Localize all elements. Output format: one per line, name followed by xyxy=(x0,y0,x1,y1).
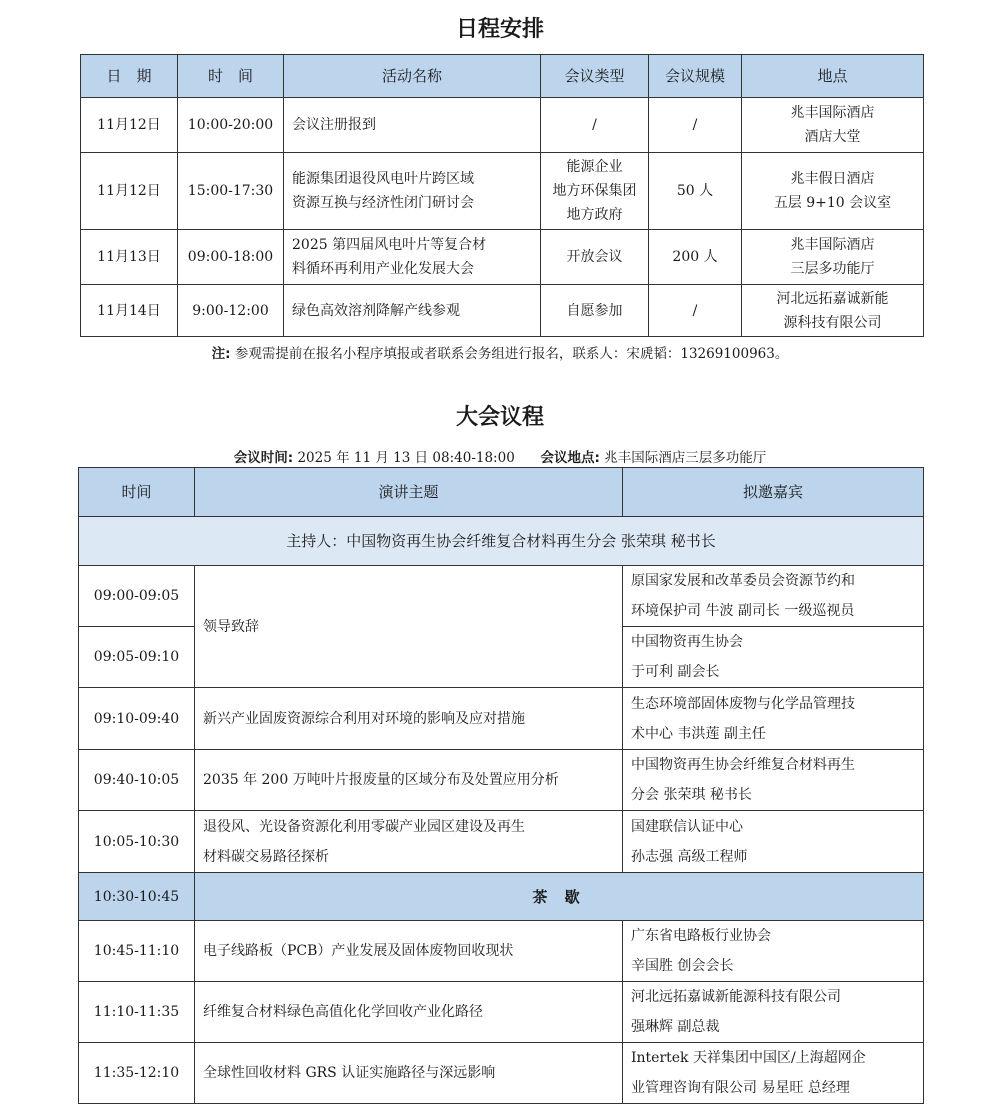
header-topic: 演讲主题 xyxy=(195,468,623,517)
type-cell: 自愿参加 xyxy=(541,285,649,337)
time-cell: 09:00-18:00 xyxy=(178,230,284,285)
venue-line: 兆丰国际酒店 xyxy=(790,105,875,121)
time-value: 2025 年 11 月 13 日 08:40-18:00 xyxy=(297,450,515,466)
table-row xyxy=(79,982,924,1043)
break-time-cell: 10:30-10:45 xyxy=(79,873,195,921)
table-row xyxy=(81,98,924,153)
tea-break-row xyxy=(79,873,924,921)
table-row xyxy=(79,1043,924,1104)
date-cell: 11月12日 xyxy=(81,98,178,153)
date-cell: 11月13日 xyxy=(81,230,178,285)
guest-line: 原国家发展和改革委员会资源节约和 xyxy=(631,573,855,589)
activity-line: 2025 第四届风电叶片等复合材 xyxy=(292,237,487,253)
break-label: 茶 歇 xyxy=(195,873,924,921)
time-cell: 09:00-09:05 xyxy=(79,566,195,627)
topic-cell xyxy=(195,811,623,873)
table-row xyxy=(79,921,924,982)
venue-line: 河北远拓嘉诚新能 xyxy=(776,290,889,307)
header-time: 时 间 xyxy=(178,55,284,98)
topic-cell: 领导致辞 xyxy=(195,566,623,688)
header-scale: 会议规模 xyxy=(649,55,742,98)
time-cell: 09:40-10:05 xyxy=(79,750,195,811)
type-line: 地方环保集团 xyxy=(552,183,637,199)
topic-cell: 电子线路板（PCB）产业发展及固体废物回收现状 xyxy=(195,921,623,982)
venue-cell xyxy=(742,230,924,285)
schedule-header-row xyxy=(81,55,924,98)
guest-line: 国建联信认证中心 xyxy=(631,818,743,835)
venue-line: 酒店大堂 xyxy=(804,129,861,145)
host-row xyxy=(79,517,924,566)
schedule-title: 日程安排 xyxy=(455,17,544,42)
activity-line: 能源集团退役风电叶片跨区域 xyxy=(292,171,474,187)
activity-cell xyxy=(284,153,541,230)
guest-cell xyxy=(623,982,924,1043)
venue-line: 兆丰假日酒店 xyxy=(790,171,875,187)
agenda-header-row xyxy=(79,468,924,517)
venue-line: 三层多功能厅 xyxy=(790,261,875,277)
activity-line: 料循环再利用产业化发展大会 xyxy=(292,261,474,277)
guest-cell xyxy=(623,688,924,750)
venue-line: 五层 9+10 会议室 xyxy=(773,195,892,211)
place-label: 会议地点: xyxy=(540,450,600,466)
venue-cell xyxy=(742,285,924,337)
header-guest: 拟邀嘉宾 xyxy=(623,468,924,517)
time-label: 会议时间: xyxy=(233,450,294,466)
guest-line: 广东省电路板行业协会 xyxy=(631,928,771,944)
time-cell: 15:00-17:30 xyxy=(178,153,284,230)
table-row xyxy=(79,811,924,873)
header-type: 会议类型 xyxy=(541,55,649,98)
scale-cell: / xyxy=(649,285,742,337)
venue-cell xyxy=(742,153,924,230)
table-row xyxy=(81,285,924,337)
guest-line: 分会 张荣琪 秘书长 xyxy=(631,787,752,803)
activity-cell: 会议注册报到 xyxy=(284,98,541,153)
time-cell: 11:10-11:35 xyxy=(79,982,195,1043)
type-cell: / xyxy=(541,98,649,153)
type-cell: 开放会议 xyxy=(541,230,649,285)
agenda-table xyxy=(78,467,924,1104)
time-cell: 10:00-20:00 xyxy=(178,98,284,153)
time-cell: 10:45-11:10 xyxy=(79,921,195,982)
venue-cell xyxy=(742,98,924,153)
schedule-table xyxy=(80,54,924,337)
venue-line: 源科技有限公司 xyxy=(783,314,882,331)
note-text: 参观需提前在报名小程序填报或者联系会务组进行报名，联系人：宋虒韬：13269100963。 xyxy=(234,346,789,362)
guest-cell xyxy=(623,627,924,688)
type-cell xyxy=(541,153,649,230)
table-row xyxy=(81,230,924,285)
guest-line: 术中心 韦洪莲 副主任 xyxy=(631,725,766,742)
topic-line: 退役风、光设备资源化利用零碳产业园区建设及再生 xyxy=(203,818,525,835)
type-line: 能源企业 xyxy=(566,159,623,175)
header-date: 日 期 xyxy=(81,55,178,98)
guest-line: 业管理咨询有限公司 易星旺 总经理 xyxy=(631,1080,850,1096)
table-row xyxy=(79,688,924,750)
guest-line: 生态环境部固体废物与化学品管理技 xyxy=(631,695,855,712)
topic-line: 材料碳交易路径探析 xyxy=(203,848,329,865)
guest-cell xyxy=(623,750,924,811)
time-cell: 09:05-09:10 xyxy=(79,627,195,688)
place-value: 兆丰国际酒店三层多功能厅 xyxy=(604,450,767,466)
host-cell: 主持人：中国物资再生协会纤维复合材料再生分会 张荣琪 秘书长 xyxy=(79,517,924,566)
header-venue: 地点 xyxy=(742,55,924,98)
guest-line: Intertek 天祥集团中国区/上海超网企 xyxy=(631,1050,866,1066)
type-line: 地方政府 xyxy=(566,207,623,223)
topic-cell: 新兴产业固废资源综合利用对环境的影响及应对措施 xyxy=(195,688,623,750)
guest-cell xyxy=(623,811,924,873)
guest-line: 孙志强 高级工程师 xyxy=(631,848,748,865)
guest-line: 于可利 副会长 xyxy=(631,664,720,680)
activity-cell: 绿色高效溶剂降解产线参观 xyxy=(284,285,541,337)
scale-cell: / xyxy=(649,98,742,153)
guest-line: 中国物资再生协会 xyxy=(631,634,743,650)
note-label: 注: xyxy=(211,346,231,362)
topic-cell: 全球性回收材料 GRS 认证实施路径与深远影响 xyxy=(195,1043,623,1104)
time-cell: 10:05-10:30 xyxy=(79,811,195,873)
guest-line: 河北远拓嘉诚新能源科技有限公司 xyxy=(631,989,841,1005)
agenda-title: 大会议程 xyxy=(455,405,544,430)
guest-line: 辛国胜 创会会长 xyxy=(631,958,734,974)
header-activity: 活动名称 xyxy=(284,55,541,98)
topic-cell: 2035 年 200 万吨叶片报废量的区域分布及处置应用分析 xyxy=(195,750,623,811)
date-cell: 11月14日 xyxy=(81,285,178,337)
venue-line: 兆丰国际酒店 xyxy=(790,237,875,253)
activity-line: 资源互换与经济性闭门研讨会 xyxy=(292,195,474,211)
guest-line: 强琳辉 副总裁 xyxy=(631,1019,720,1035)
agenda-meta xyxy=(0,446,1000,466)
guest-cell xyxy=(623,921,924,982)
activity-cell xyxy=(284,230,541,285)
date-cell: 11月12日 xyxy=(81,153,178,230)
scale-cell: 50 人 xyxy=(649,153,742,230)
registration-note xyxy=(0,342,1000,362)
topic-cell: 纤维复合材料绿色高值化化学回收产业化路径 xyxy=(195,982,623,1043)
table-row xyxy=(79,566,924,627)
guest-line: 中国物资再生协会纤维复合材料再生 xyxy=(631,757,855,773)
table-row xyxy=(79,750,924,811)
guest-line: 环境保护司 牛波 副司长 一级巡视员 xyxy=(631,603,855,619)
table-row xyxy=(81,153,924,230)
time-cell: 11:35-12:10 xyxy=(79,1043,195,1104)
guest-cell xyxy=(623,1043,924,1104)
guest-cell xyxy=(623,566,924,627)
time-cell: 9:00-12:00 xyxy=(178,285,284,337)
header-time: 时间 xyxy=(79,468,195,517)
time-cell: 09:10-09:40 xyxy=(79,688,195,750)
scale-cell: 200 人 xyxy=(649,230,742,285)
